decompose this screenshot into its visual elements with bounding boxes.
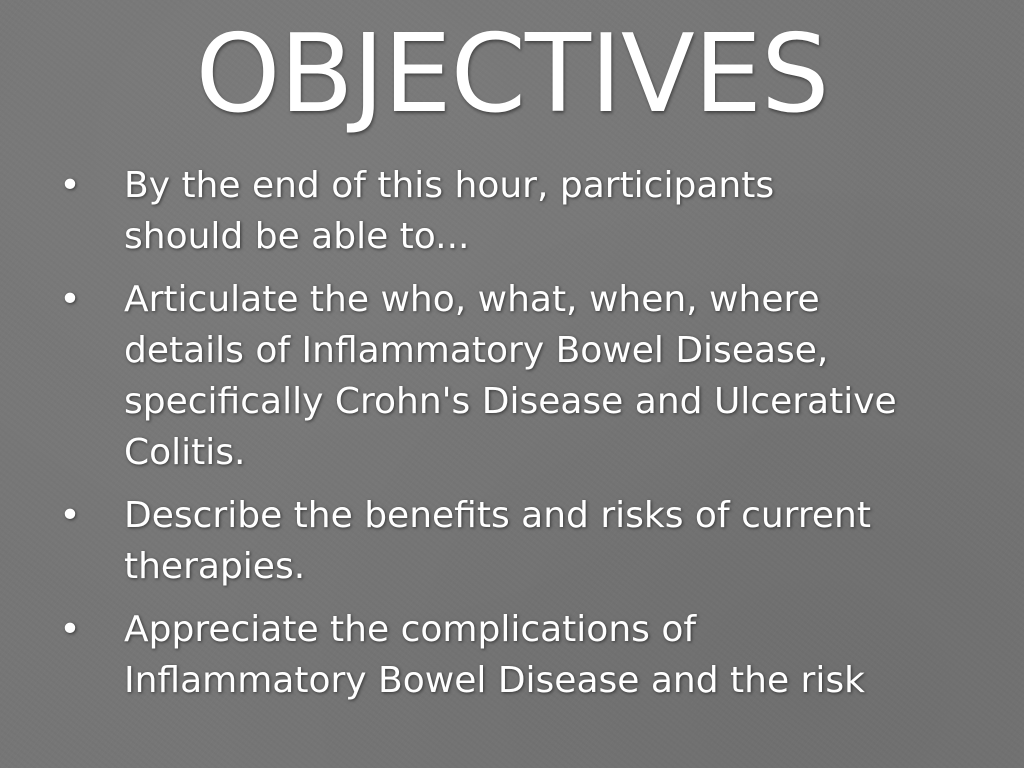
bullet-item (0, 604, 1024, 706)
bullet-text: Appreciate the complications of Inflammatory Bowel Disease and the risk (124, 609, 865, 701)
bullet-icon: • (59, 165, 81, 206)
bullet-item (0, 274, 1024, 478)
bullet-text: Describe the benefits and risks of current therapies. (124, 495, 871, 587)
bullet-list (0, 160, 1024, 706)
bullet-list-container (0, 160, 1024, 701)
bullet-icon: • (59, 609, 81, 650)
bullet-text: By the end of this hour, participants should be able to... (124, 165, 775, 257)
bullet-item (0, 490, 1024, 592)
slide-title: OBJECTIVES (195, 12, 829, 137)
bullet-icon: • (59, 495, 81, 536)
bullet-text: Articulate the who, what, when, where details of Inflammatory Bowel Disease, specifically Crohn's Disease and Ulcerative Colitis. (124, 279, 897, 473)
bullet-icon: • (59, 279, 81, 320)
bullet-item (0, 160, 1024, 262)
